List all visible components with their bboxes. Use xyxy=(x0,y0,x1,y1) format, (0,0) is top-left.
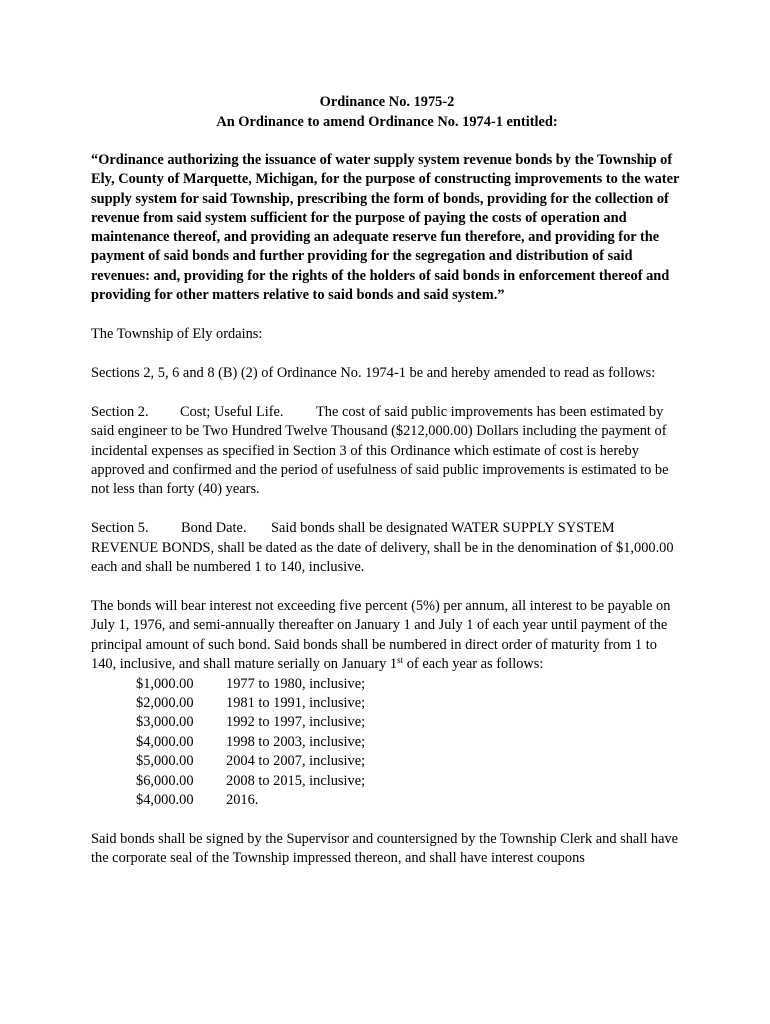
ordains-paragraph: The Township of Ely ordains: xyxy=(91,325,263,342)
schedule-years: 1992 to 1997, inclusive; xyxy=(226,714,366,731)
document-subtitle: An Ordinance to amend Ordinance No. 1974-1 entitled: xyxy=(216,113,558,130)
schedule-amount: $6,000.00 xyxy=(136,772,194,789)
maturity-schedule xyxy=(91,675,683,811)
document-page xyxy=(91,93,683,869)
schedule-amount: $4,000.00 xyxy=(136,792,194,808)
schedule-years: 2004 to 2007, inclusive; xyxy=(226,753,366,770)
interest-superscript: st xyxy=(397,655,404,666)
schedule-years: 2008 to 2015, inclusive; xyxy=(226,772,366,789)
schedule-amount: $4,000.00 xyxy=(136,733,194,750)
quoted-ordinance-title: “Ordinance authorizing the issuance of water supply system revenue bonds by the Township of Ely, County of Marquette, Michigan, for the purpose of constructing improvements to the water supply system for said Township, prescribing the form of bonds, providing for the collection of revenue from said system sufficient for the purpose of paying the costs of operation and maintenance thereof, and providing an adequate reserve fun therefore, and providing for the payment of said bonds and further providing for the segregation and distribution of said revenues: and, providing for the rights of the holders of said bonds in enforcement thereof and providing for other matters relative to said bonds and said system.” xyxy=(91,152,680,304)
schedule-row xyxy=(91,772,683,791)
schedule-amount: $3,000.00 xyxy=(136,714,194,731)
interest-text-end: of each year as follows: xyxy=(403,656,544,673)
schedule-row xyxy=(91,752,683,771)
schedule-years: 2016. xyxy=(226,792,259,808)
document-title: Ordinance No. 1975-2 xyxy=(319,94,455,110)
schedule-years: 1981 to 1991, inclusive; xyxy=(226,694,366,711)
schedule-row xyxy=(91,791,683,810)
interest-paragraph xyxy=(91,597,683,675)
section-2-paragraph xyxy=(91,403,683,500)
schedule-row xyxy=(91,733,683,752)
schedule-row xyxy=(91,675,683,694)
schedule-amount: $2,000.00 xyxy=(136,694,194,711)
section-2-text: The cost of said public improvements has been estimated by said engineer to be Two Hundred Twelve Thousand ($212,000.00) Dollars including the payment of incidental expenses as specified in Section 3 of this Ordinance which estimate of cost is hereby approved and confirmed and the period of usefulness of said public improvements is estimated to be not less than forty (40) years. xyxy=(91,403,669,498)
schedule-amount: $1,000.00 xyxy=(136,675,194,692)
schedule-years: 1998 to 2003, inclusive; xyxy=(226,733,366,750)
section-2-number: Section 2. xyxy=(91,403,149,420)
section-5-text: Said bonds shall be designated WATER SUPPLY SYSTEM REVENUE BONDS, shall be dated as the date of delivery, shall be in the denomination of $1,000.00 each and shall be numbered 1 to 140, inclusive. xyxy=(91,520,674,576)
section-5-paragraph xyxy=(91,519,683,577)
schedule-amount: $5,000.00 xyxy=(136,753,194,770)
section-2-heading: Cost; Useful Life. xyxy=(180,403,284,420)
section-5-number: Section 5. xyxy=(91,520,149,537)
schedule-row xyxy=(91,694,683,713)
interest-text-main: The bonds will bear interest not exceeding five percent (5%) per annum, all interest to be payable on July 1, 1976, and semi-annually thereafter on January 1 and July 1 of each year until payment of the principal amount of such bond. Said bonds shall be numbered in direct order of maturity from 1 to 140, inclusive, and shall mature serially on January 1 xyxy=(91,597,671,673)
schedule-row xyxy=(91,713,683,732)
signature-paragraph: Said bonds shall be signed by the Supervisor and countersigned by the Township Clerk and shall have the corporate seal of the Township impressed thereon, and shall have interest coupons xyxy=(91,830,679,867)
amend-paragraph: Sections 2, 5, 6 and 8 (B) (2) of Ordinance No. 1974-1 be and hereby amended to read as follows: xyxy=(91,364,656,381)
section-5-heading: Bond Date. xyxy=(181,520,247,537)
schedule-years: 1977 to 1980, inclusive; xyxy=(226,675,366,692)
